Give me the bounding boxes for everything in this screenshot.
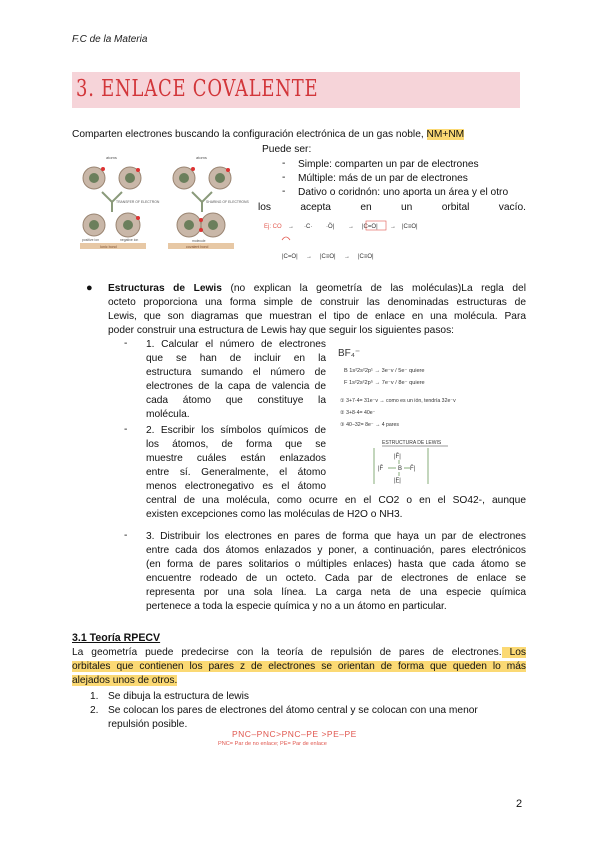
step3-line: encuentre rodeado de un octeto. Cada par de electrones de enlace se — [146, 573, 526, 584]
section-title: 3. ENLACE COVALENTE — [76, 76, 319, 102]
covalent-sharing-label: SHARING OF ELECTRONS — [206, 200, 249, 204]
step2-line: muestre cuáles están enlazados — [146, 453, 326, 464]
word: orbital — [441, 202, 470, 213]
lewis-line: poder construir una estructura de Lewis hay que seguir los siguientes pasos: — [108, 325, 455, 336]
arrow-5: → — [344, 254, 350, 260]
svg-text:|F̄: |F̄ — [378, 466, 384, 472]
step3-line: 3. Distribuir los electrones en pares de forma que haya un par de electrones — [146, 531, 526, 542]
rpecv-intro-hl: Los — [501, 647, 526, 658]
dash-marker: - — [282, 158, 286, 169]
step1-line: electrones de la capa de valencia de — [146, 381, 326, 392]
intro-text: Comparten electrones buscando la configuración electrónica de un gas noble, — [72, 129, 427, 140]
word: los — [258, 202, 272, 213]
step2-last: existen excepciones como las moléculas de H2O o NH3. — [146, 509, 403, 520]
step3-line: representa por una sola línea. La carga neta de una especie química — [146, 587, 526, 598]
word: vacío. — [498, 202, 526, 213]
bond-types-figure — [72, 150, 254, 252]
dash-marker: - — [282, 186, 286, 197]
rpecv-heading: 3.1 Teoría RPECV — [72, 632, 161, 644]
dash-marker: - — [124, 338, 128, 349]
type-simple: Simple: comparten un par de electrones — [298, 159, 479, 170]
step1-line: 1. Calcular el número de electrones — [146, 339, 326, 350]
type-dative: Dativo o coridnón: uno aporta un área y el otro — [298, 187, 509, 198]
bf4-step-1: ① 3+7·4= 31e⁻v → como es un ión, tendría 32e⁻v — [340, 398, 456, 404]
intro-highlight: NM+NM — [426, 129, 465, 140]
rpecv-step-cont: repulsión posible. — [108, 719, 188, 730]
ionic-transfer-label: TRANSFER OF ELECTRON — [116, 200, 160, 204]
c-dots: ·C· — [304, 224, 313, 230]
rpecv-step-num: 1. — [90, 691, 99, 702]
course-header: F.C de la Materia — [72, 34, 148, 45]
types-lead: Puede ser: — [262, 144, 312, 155]
bf4-fluor-config: F 1s²2s²2p⁵ → 7e⁻v / 8e⁻ quiere — [344, 380, 425, 386]
step2-line: menos electronegativo es el átomo — [146, 481, 326, 492]
step1-line: que se han de incluir en la — [146, 353, 326, 364]
co-dative-figure — [262, 216, 432, 266]
bf4-structure — [374, 448, 428, 484]
dash-marker: - — [124, 424, 128, 435]
arrow-3: → — [390, 224, 396, 230]
page-number: 2 — [516, 798, 523, 810]
ionic-atoms-label: atoms — [106, 155, 117, 160]
step1-line: estructura sumando el número de — [146, 367, 326, 378]
covalent-caption: covalent bond — [186, 245, 209, 249]
bf4-lewis-heading: ESTRUCTURA DE LEWIS — [382, 440, 442, 446]
step3-line: entre cada dos átomos enlazados y poner, a continuación, pares electrónicos — [146, 545, 526, 556]
ionic-caption: Ionic bond — [100, 245, 117, 249]
svg-text:|F̲|: |F̲| — [394, 478, 401, 484]
o-dots: ·Ö| — [326, 224, 335, 230]
intro-paragraph — [72, 128, 464, 142]
bullet-dot: ● — [86, 282, 93, 294]
lewis-first-line — [108, 282, 526, 296]
co-example-label: Ej: CO — [264, 224, 282, 230]
bf4-formula: BF₄⁻ — [338, 348, 361, 359]
step3-line: (en forma de pares solitarios o múltiples enlaces) hasta que cada átomo se — [146, 559, 526, 570]
arrow-4: → — [306, 254, 312, 260]
rpecv-step-text: Se colocan los pares de electrones del átomo central y se colocan con una menor — [108, 705, 478, 716]
word: en — [360, 202, 372, 213]
step2-line: entre sí. Generalmente, el átomo — [146, 467, 326, 478]
svg-text:B: B — [398, 466, 403, 472]
covalent-bond-diagram — [168, 155, 250, 249]
arrow-2: → — [348, 224, 354, 230]
rpecv-intro-plain: La geometría puede predecirse con la teoría de repulsión de pares de electrones. — [72, 647, 502, 658]
step2-line: 2. Escribir los símbolos químicos de — [146, 425, 326, 436]
rpecv-intro-hl: alejados unos de otros. — [72, 675, 178, 686]
rpecv-intro-hl: orbitales que contienen los pares z de electrones se orientan de forma que queden lo más — [72, 661, 526, 672]
bf4-boron-config: B 1s²2s²2p¹ → 3e⁻v / 5e⁻ quiere — [344, 368, 425, 374]
co-row2-c: |C≡O| — [358, 254, 374, 260]
repulsion-order-formula: PNC–PNC>PNC–PE >PE–PE — [232, 729, 357, 739]
dash-marker: - — [124, 530, 128, 541]
svg-text:F̄|: F̄| — [410, 466, 416, 472]
step3-last: pertenece a toda la especie química y no a un átomo en particular. — [146, 601, 447, 612]
step2-line: los átomos, de forma que se — [146, 439, 326, 450]
word: acepta — [300, 202, 331, 213]
co-triple: |C≡O| — [402, 224, 418, 230]
lewis-paren: (no explican la geometría de las moléculas) — [221, 283, 462, 294]
covalent-molecule-label: molecule — [192, 239, 206, 243]
ionic-bond-diagram — [80, 155, 160, 249]
co-row2-a: |C=O| — [282, 254, 298, 260]
co-double: |C=O| — [362, 224, 378, 230]
lewis-line-0: La regla del — [461, 283, 526, 294]
rpecv-intro-line — [72, 660, 526, 674]
step2-wide: central de una molécula, como ocurre en el CO2 o en el SO42-, aunque — [146, 495, 526, 506]
repulsion-formula-note: PNC= Par de no enlace; PE= Par de enlace — [218, 741, 327, 747]
bf4-step-3: ③ 40−32= 8e⁻ → 4 pares — [340, 422, 400, 428]
rpecv-intro-line — [72, 674, 177, 688]
arrow-1: → — [288, 224, 294, 230]
ionic-negative-label: negative ion — [120, 238, 139, 242]
dative-continuation — [258, 201, 526, 215]
type-multiple: Múltiple: más de un par de electrones — [298, 173, 468, 184]
step1-line: cada átomo que constituye la — [146, 395, 326, 406]
rpecv-step-num: 2. — [90, 705, 99, 716]
rpecv-intro-line — [72, 646, 526, 660]
ionic-positive-label: positive ion — [82, 238, 99, 242]
svg-text:|F̄|: |F̄| — [394, 454, 401, 460]
co-row2-b: |C≡O| — [320, 254, 336, 260]
lewis-line: octeto proporciona una forma simple de construir las denominadas estructuras de — [108, 297, 526, 308]
bf4-step-2: ② 3+8·4= 40e⁻ — [340, 410, 376, 416]
dash-marker: - — [282, 172, 286, 183]
rpecv-step-text: Se dibuja la estructura de lewis — [108, 691, 250, 702]
step1-last: molécula. — [146, 409, 190, 420]
word: un — [401, 202, 413, 213]
lewis-line: Lewis, que son diagramas que muestran el tipo de enlace en una molécula. Para — [108, 311, 526, 322]
bf4-lewis-figure — [336, 344, 522, 486]
covalent-atoms-label: atoms — [196, 155, 207, 160]
lewis-label: Estructuras de Lewis — [108, 283, 222, 294]
